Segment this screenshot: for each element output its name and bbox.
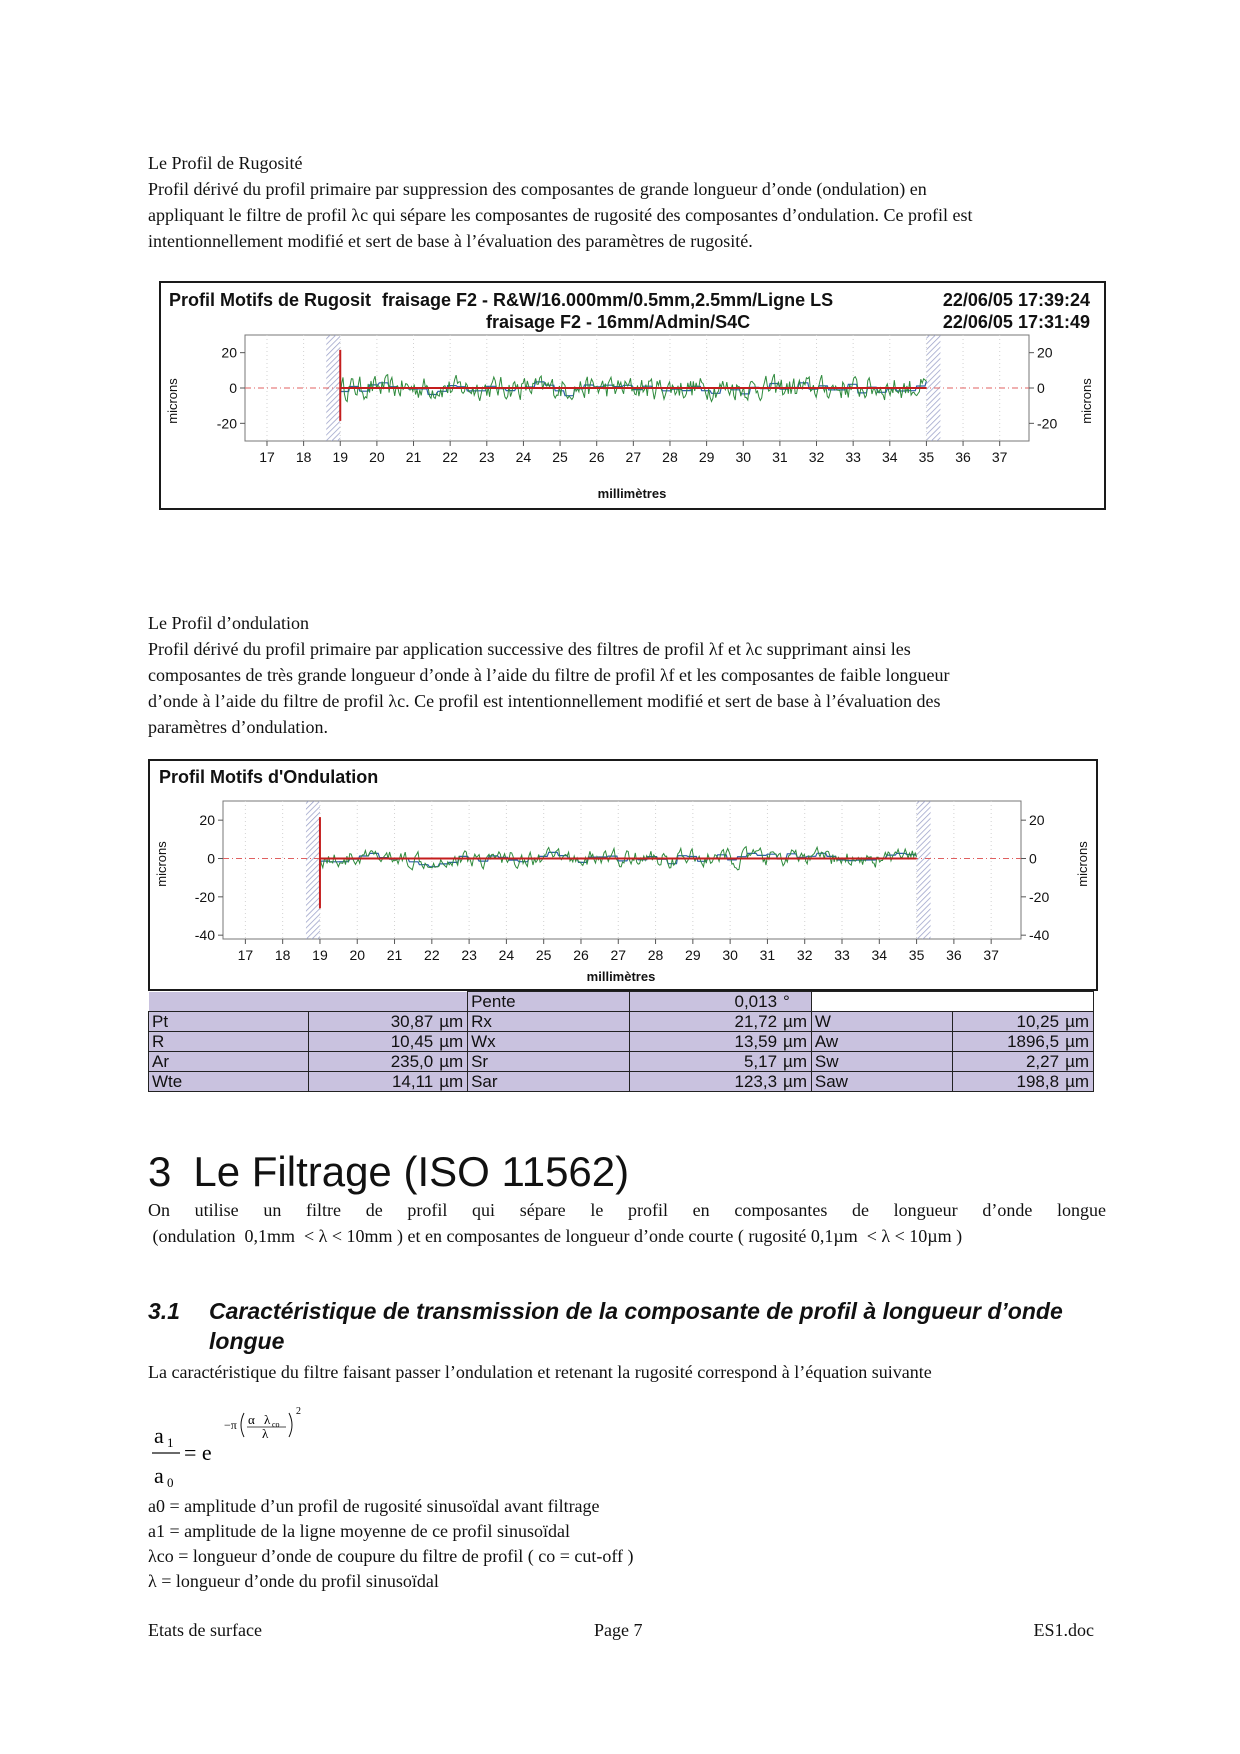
plot-frame: [223, 801, 1021, 939]
x-tick-label: 28: [647, 947, 664, 963]
x-tick-label: 19: [312, 947, 328, 963]
y-axis-label-left: microns: [165, 378, 180, 424]
heading-section-3-1: [148, 1296, 1088, 1356]
table-cell-value: 123,3: [629, 1072, 780, 1092]
table-cell-value: 13,59: [629, 1032, 780, 1052]
table-cell-label: Pt: [149, 1012, 309, 1032]
table-cell-label: Sar: [468, 1072, 630, 1092]
x-tick-label: 32: [796, 947, 813, 963]
exponent-sign: −π: [224, 1418, 237, 1432]
table-cell-label: Aw: [811, 1032, 952, 1052]
x-tick-label: 27: [625, 449, 642, 465]
table-cell-value: 10,45: [308, 1032, 436, 1052]
x-tick-label: 17: [259, 449, 275, 465]
x-tick-label: 32: [808, 449, 825, 465]
x-tick-label: 25: [535, 947, 552, 963]
exponent-lambda-co: λ: [264, 1412, 271, 1427]
x-tick-label: 36: [946, 947, 962, 963]
table-cell-value: 14,11: [308, 1072, 436, 1092]
table-cell-label: W: [811, 1012, 952, 1032]
y-tick-label: -20: [1029, 888, 1050, 905]
y-tick-label: -40: [194, 927, 215, 944]
table-cell-value: 5,17: [629, 1052, 780, 1072]
table-cell-unit: °: [780, 992, 811, 1012]
table-cell-label: Wx: [468, 1032, 630, 1052]
x-tick-label: 31: [759, 947, 776, 963]
x-tick-label: 18: [295, 449, 312, 465]
heading-section-3: [148, 1148, 629, 1196]
y-tick-label: 0: [207, 850, 215, 867]
paragraph-line: intentionnellement modifié et sert de base à l’évaluation des paramètres de rugosité.: [148, 231, 753, 251]
x-tick-label: 24: [515, 449, 532, 465]
x-tick-label: 34: [881, 449, 898, 465]
table-cell-label: Ar: [149, 1052, 309, 1072]
x-tick-label: 26: [588, 449, 605, 465]
table-row: [149, 1052, 1094, 1072]
table-row: [149, 1012, 1094, 1032]
table-cell-unit: µm: [436, 1052, 467, 1072]
chart-rugosite-svg: [161, 283, 1104, 508]
excluded-zone-left: [306, 801, 320, 939]
table-cell-unit: µm: [1062, 1052, 1093, 1072]
x-tick-label: 31: [772, 449, 788, 465]
definitions-list: [148, 1494, 1106, 1594]
table-cell-label: Wte: [149, 1072, 309, 1092]
paragraph-line: On utilise un filtre de profil qui sépare le profil en composantes de longueur d’onde longue: [148, 1200, 1106, 1220]
x-tick-label: 26: [573, 947, 589, 963]
x-tick-label: 24: [498, 947, 515, 963]
table-cell-unit: µm: [780, 1032, 811, 1052]
footer-right: ES1.doc: [1033, 1620, 1094, 1640]
paragraph-line: d’onde à l’aide du filtre de profil λc. Ce profil est intentionnellement modifié et sert de base à l’évaluation des: [148, 691, 941, 711]
section-ondulation: [148, 610, 1106, 740]
y-tick-label: -20: [1037, 415, 1058, 432]
plot-area: [217, 335, 1058, 465]
paragraph-line: Profil dérivé du profil primaire par suppression des composantes de grande longueur d’onde (ondulation) en: [148, 179, 927, 199]
y-tick-label: 20: [1037, 344, 1053, 361]
x-tick-label: 30: [735, 449, 752, 465]
y-tick-label: 20: [1029, 812, 1045, 829]
table-cell-value: 235,0: [308, 1052, 436, 1072]
chart-subtitle-2: fraisage F2 - 16mm/Admin/S4C: [486, 312, 751, 332]
table-cell-unit: µm: [436, 1072, 467, 1092]
x-tick-label: 36: [955, 449, 971, 465]
definition-item: λ = longueur d’onde du profil sinusoïdal: [148, 1571, 439, 1591]
table-cell-value: 30,87: [308, 1012, 436, 1032]
y-tick-label: -20: [216, 415, 237, 432]
table-cell-value: 2,27: [952, 1052, 1062, 1072]
heading-number: 3: [148, 1148, 172, 1195]
table-cell-value: 1896,5: [952, 1032, 1062, 1052]
x-tick-label: 35: [918, 449, 935, 465]
section-3-paragraph: [148, 1197, 1106, 1249]
x-axis-label: millimètres: [586, 969, 656, 984]
x-tick-label: 23: [479, 449, 495, 465]
table-row: [149, 1032, 1094, 1052]
transmission-equation: [152, 1405, 332, 1495]
chart-title: Profil Motifs de Rugosit: [169, 290, 371, 310]
x-tick-label: 28: [662, 449, 678, 465]
chart-ondulation: [148, 759, 1098, 991]
x-tick-label: 34: [871, 947, 888, 963]
table-cell-unit: µm: [1062, 1012, 1093, 1032]
equation-numerator-sub: 1: [167, 1435, 174, 1450]
x-tick-label: 21: [386, 947, 403, 963]
x-tick-label: 18: [274, 947, 291, 963]
x-tick-label: 21: [405, 449, 422, 465]
footer-left: Etats de surface: [148, 1620, 262, 1640]
definition-item: a0 = amplitude d’un profil de rugosité sinusoïdal avant filtrage: [148, 1496, 600, 1516]
x-tick-label: 17: [237, 947, 254, 963]
x-tick-label: 29: [685, 947, 701, 963]
table-cell-unit: µm: [780, 1072, 811, 1092]
table-row: [149, 1072, 1094, 1092]
excluded-zone-right: [917, 801, 931, 939]
table-cell-unit: µm: [780, 1012, 811, 1032]
exponent-co-sub: co: [272, 1420, 280, 1429]
x-tick-label: 27: [610, 947, 627, 963]
footer-page-number: Page 7: [594, 1620, 643, 1640]
heading-title: Caractéristique de transmission de la composante de profil à longueur d’onde longue: [209, 1298, 1063, 1354]
x-tick-label: 19: [332, 449, 349, 465]
x-tick-label: 20: [349, 947, 366, 963]
chart-title: Profil Motifs d'Ondulation: [159, 767, 379, 787]
exponent-alpha: α: [248, 1412, 255, 1427]
x-tick-label: 35: [908, 947, 925, 963]
table-cell-label: Pente: [468, 992, 630, 1012]
table-cell-value: 21,72: [629, 1012, 780, 1032]
table-cell-label: R: [149, 1032, 309, 1052]
paren-right: [289, 1413, 292, 1437]
table-cell-empty: [149, 992, 468, 1012]
section-title: Le Profil d’ondulation: [148, 613, 309, 633]
x-tick-label: 37: [991, 449, 1008, 465]
x-axis-label: millimètres: [597, 486, 667, 501]
x-tick-label: 23: [461, 947, 477, 963]
exponent-power: 2: [296, 1406, 301, 1417]
heading-number: 3.1: [148, 1298, 180, 1324]
y-axis-label-right: microns: [1075, 841, 1090, 887]
table-cell-label: Rx: [468, 1012, 630, 1032]
parameters-table: [148, 991, 1094, 1092]
x-tick-label: 30: [722, 947, 738, 963]
paragraph-line: La caractéristique du filtre faisant passer l’ondulation et retenant la rugosité correspond à l’équation suivante: [148, 1362, 932, 1382]
chart-date-2: 22/06/05 17:31:49: [942, 312, 1090, 332]
equation-numerator: a: [154, 1423, 164, 1448]
chart-ondulation-svg: [150, 761, 1096, 989]
y-tick-label: 0: [1037, 380, 1045, 396]
equation-denominator: a: [154, 1463, 164, 1488]
table-cell-value: 0,013: [629, 992, 780, 1012]
plot-area: [195, 801, 1050, 963]
table-cell-empty: [811, 992, 1093, 1012]
table-cell-label: Saw: [811, 1072, 952, 1092]
x-tick-label: 37: [983, 947, 999, 963]
y-tick-label: 20: [199, 812, 215, 829]
equation-svg: [152, 1405, 332, 1495]
table-cell-unit: µm: [436, 1032, 467, 1052]
equation-equals: = e: [184, 1440, 212, 1465]
paragraph-line: composantes de très grande longueur d’onde à l’aide du filtre de profil λf et les composantes de faible longueur: [148, 665, 950, 685]
paragraph-line: (ondulation 0,1mm < λ < 10mm ) et en composantes de longueur d’onde courte ( rugosité 0,1µm < λ < 10µm ): [148, 1226, 963, 1246]
x-tick-label: 29: [698, 449, 715, 465]
table-cell-unit: µm: [1062, 1032, 1093, 1052]
y-tick-label: 20: [221, 344, 237, 361]
table-row: [149, 992, 1094, 1012]
section-title: Le Profil de Rugosité: [148, 153, 303, 173]
paragraph-line: paramètres d’ondulation.: [148, 717, 328, 737]
x-tick-label: 25: [552, 449, 568, 465]
heading-title: Le Filtrage (ISO 11562): [193, 1148, 630, 1195]
section-3-1-paragraph: [148, 1359, 1106, 1385]
table-cell-label: Sr: [468, 1052, 630, 1072]
x-tick-label: 33: [834, 947, 850, 963]
paragraph-line: appliquant le filtre de profil λc qui sépare les composantes de rugosité des composantes d’ondulation. Ce profil est: [148, 205, 973, 225]
x-tick-label: 20: [369, 449, 385, 465]
table-cell-unit: µm: [780, 1052, 811, 1072]
table-cell-unit: µm: [1062, 1072, 1093, 1092]
y-axis-label-left: microns: [154, 841, 169, 887]
y-axis-label-right: microns: [1079, 378, 1094, 424]
table-cell-unit: µm: [436, 1012, 467, 1032]
table-cell-label: Sw: [811, 1052, 952, 1072]
table-cell-value: 10,25: [952, 1012, 1062, 1032]
y-tick-label: 0: [229, 380, 237, 396]
y-tick-label: -40: [1029, 927, 1050, 944]
section-rugosite: [148, 150, 1106, 254]
chart-rugosite: [159, 281, 1106, 510]
definition-item: λco = longueur d’onde de coupure du filtre de profil ( co = cut-off ): [148, 1546, 634, 1566]
y-tick-label: -20: [194, 888, 215, 905]
x-tick-label: 22: [442, 449, 458, 465]
table-cell-value: 198,8: [952, 1072, 1062, 1092]
y-tick-label: 0: [1029, 850, 1037, 867]
paren-left: [241, 1413, 244, 1437]
definition-item: a1 = amplitude de la ligne moyenne de ce profil sinusoïdal: [148, 1521, 571, 1541]
exponent-lambda: λ: [262, 1426, 269, 1441]
chart-date-1: 22/06/05 17:39:24: [942, 290, 1090, 310]
chart-subtitle-1: fraisage F2 - R&W/16.000mm/0.5mm,2.5mm/Ligne LS: [382, 290, 834, 310]
equation-denominator-sub: 0: [167, 1475, 174, 1490]
paragraph-line: Profil dérivé du profil primaire par application successive des filtres de profil λf et λc supprimant ainsi les: [148, 639, 911, 659]
x-tick-label: 22: [424, 947, 440, 963]
x-tick-label: 33: [845, 449, 861, 465]
